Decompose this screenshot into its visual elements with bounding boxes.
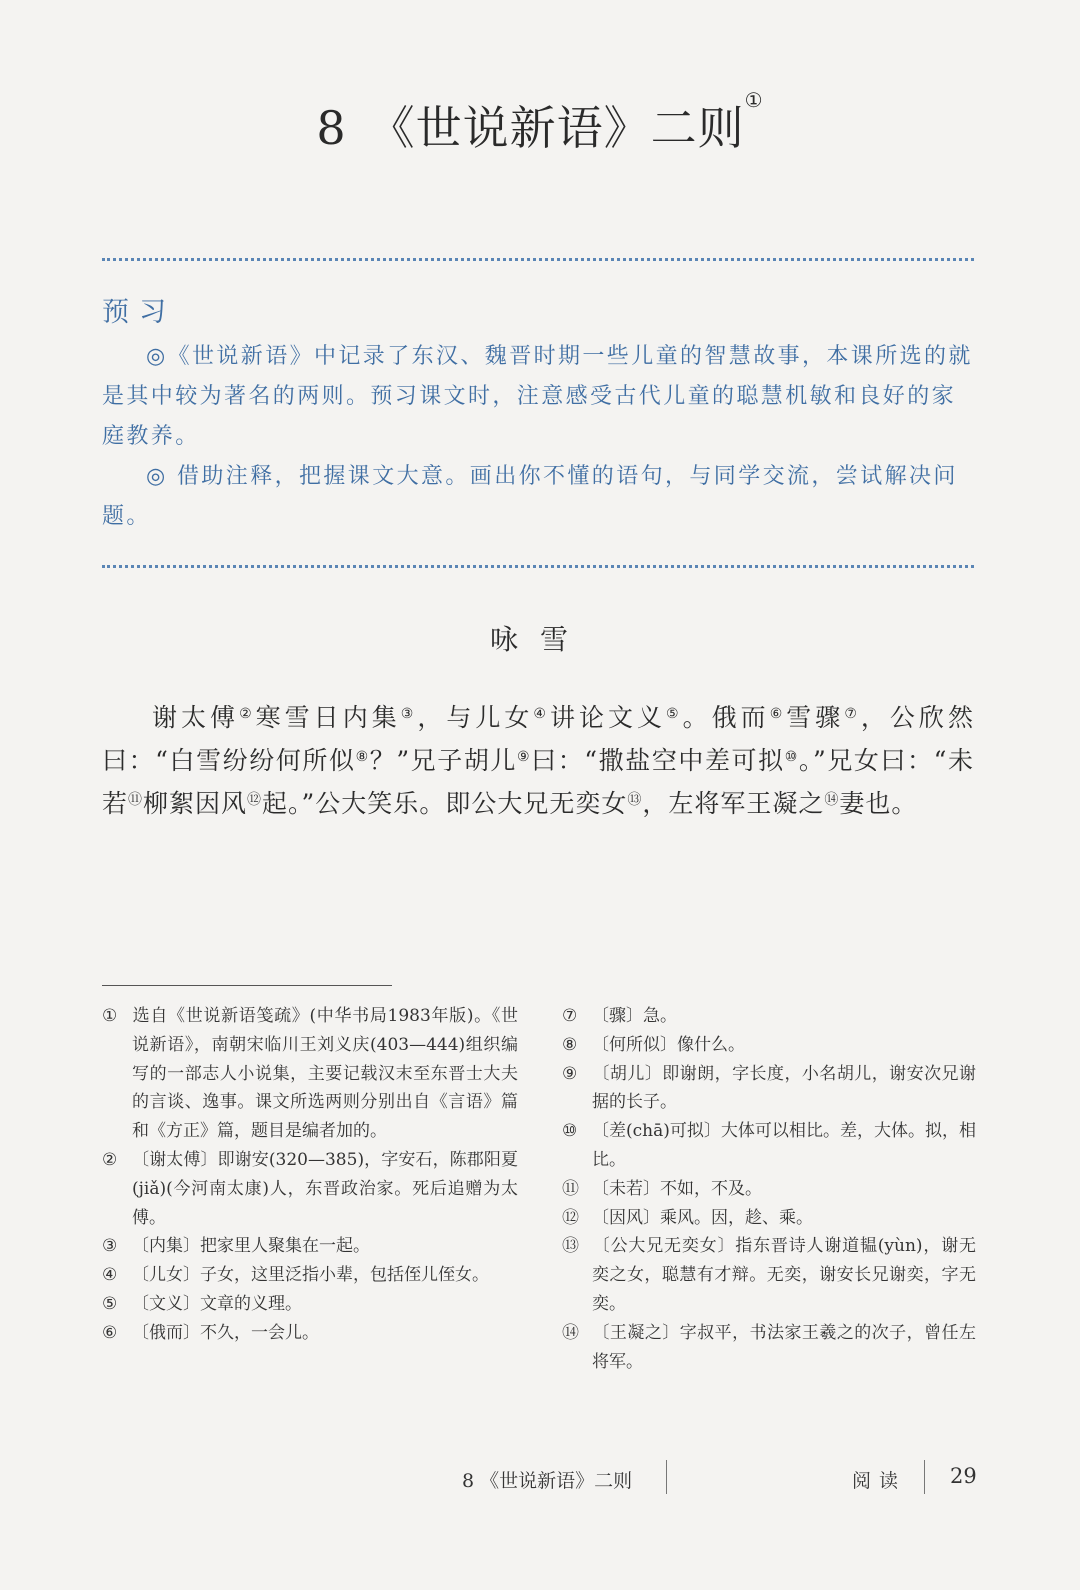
page-number: 29 xyxy=(950,1464,977,1488)
footnote-marker: ⑦ xyxy=(844,706,861,722)
footnotes-left-column xyxy=(102,1002,518,1348)
footnotes-right-column xyxy=(562,1002,976,1376)
poem-text-segment: 曰：“撒盐空中差可拟 xyxy=(531,746,785,775)
poem-text-segment: ，与儿女 xyxy=(417,703,534,732)
footnote-text: 〔文义〕文章的义理。 xyxy=(132,1293,302,1314)
poem-text-segment: ？”兄子胡儿 xyxy=(369,746,517,775)
footnote-number: ② xyxy=(102,1149,118,1170)
footnote-text: 〔公大兄无奕女〕指东晋诗人谢道韫(yùn)，谢无奕之女，聪慧有才辩。无奕，谢安长兄谢奕，字无奕。 xyxy=(592,1236,976,1314)
footnote-marker: ② xyxy=(239,706,256,722)
preview-paragraph-1: ◎《世说新语》中记录了东汉、魏晋时期一些儿童的智慧故事，本课所选的就是其中较为著名的两则。预习课文时，注意感受古代儿童的聪慧机敏和良好的家庭教养。 xyxy=(102,344,973,449)
poem-text-segment: 。俄而 xyxy=(682,703,770,732)
footnote-text: 〔谢太傅〕即谢安(320—385)，字安石，陈郡阳夏(jiǎ)(今河南太康)人，东晋政治家。死后追赠为太傅。 xyxy=(132,1149,518,1228)
lesson-title-text: 《世说新语》二则 xyxy=(368,101,745,155)
footnote-text: 〔内集〕把家里人聚集在一起。 xyxy=(132,1236,370,1257)
footnote-text: 〔何所似〕像什么。 xyxy=(592,1034,745,1055)
title-footnote-marker: ① xyxy=(744,88,764,112)
footnote-marker: ⑬ xyxy=(627,792,643,808)
footnote-item xyxy=(102,1002,518,1146)
poem-text-segment: 谢太傅 xyxy=(152,703,240,732)
poem-text-segment: 起。”公大笑乐。即公大兄无奕女 xyxy=(262,789,628,818)
poem-body xyxy=(102,696,974,825)
poem-title: 咏雪 xyxy=(489,623,590,656)
poem-text-segment: 。”兄女曰：“未若 xyxy=(102,746,974,818)
footnote-text: 〔未若〕不如，不及。 xyxy=(592,1178,762,1199)
footnote-marker: ⑩ xyxy=(784,749,799,765)
poem-text-segment: 讲论文义 xyxy=(549,703,667,732)
footer-divider xyxy=(924,1460,925,1494)
poem-text-segment: 寒雪日内集 xyxy=(255,703,401,732)
footnote-number: ⑥ xyxy=(102,1322,118,1343)
poem-text-segment: 柳絮因风 xyxy=(143,789,248,818)
poem-text-segment: ，公欣然曰：“白雪纷纷何所似 xyxy=(102,703,974,775)
footnote-item xyxy=(562,1204,976,1233)
footnote-marker: ⑥ xyxy=(769,706,787,722)
footnote-item xyxy=(562,1031,976,1060)
footnote-text: 〔胡儿〕即谢朗，字长度，小名胡儿，谢安次兄谢据的长子。 xyxy=(592,1063,976,1113)
footnote-text: 选自《世说新语笺疏》(中华书局1983年版)。《世说新语》，南朝宋临川王刘义庆(403—444)组织编写的一部志人小说集，主要记载汉末至东晋士大夫的言谈、逸事。课文所选两则分别出自《言语》篇和《方正》篇，题目是编者加的。 xyxy=(132,1006,518,1142)
footnote-item xyxy=(562,1232,976,1318)
footer-section-label: 阅读 xyxy=(852,1470,907,1492)
footnote-marker: ⑫ xyxy=(247,792,263,808)
footnote-marker: ④ xyxy=(533,706,550,722)
footnote-item xyxy=(562,1117,976,1175)
lesson-number: 8 xyxy=(316,101,347,155)
footnote-marker: ⑨ xyxy=(517,749,532,765)
footnote-item xyxy=(102,1261,518,1290)
footnote-number: ⑧ xyxy=(562,1034,578,1055)
footnote-number: ① xyxy=(102,1006,118,1026)
footnote-item xyxy=(102,1290,518,1319)
footnote-number: ⑩ xyxy=(562,1121,578,1142)
footnote-number: ⑤ xyxy=(102,1293,118,1314)
footnote-text: 〔俄而〕不久，一会儿。 xyxy=(132,1322,319,1343)
footnote-number: ⑦ xyxy=(562,1006,578,1026)
footnote-number: ⑬ xyxy=(562,1236,579,1257)
footnote-number: ⑭ xyxy=(562,1322,579,1343)
footnote-marker: ⑭ xyxy=(824,792,840,808)
preview-bottom-divider xyxy=(102,565,974,568)
preview-paragraph-2: ◎ 借助注释，把握课文大意。画出你不懂的语句，与同学交流，尝试解决问题。 xyxy=(102,464,958,529)
footnote-text: 〔因风〕乘风。因，趁、乘。 xyxy=(592,1207,813,1228)
poem-text-segment: ，左将军王凝之 xyxy=(642,789,825,818)
footnote-marker: ⑤ xyxy=(666,706,683,722)
footnote-item xyxy=(562,1060,976,1118)
footer-course-title: 8 《世说新语》二则 xyxy=(462,1470,633,1492)
footnote-marker: ⑧ xyxy=(355,749,370,765)
footnote-text: 〔王凝之〕字叔平，书法家王羲之的次子，曾任左将军。 xyxy=(592,1322,976,1372)
footnote-text: 〔儿女〕子女，这里泛指小辈，包括侄儿侄女。 xyxy=(132,1265,489,1286)
lesson-title xyxy=(0,88,1080,158)
footnote-item xyxy=(562,1319,976,1377)
footnote-item xyxy=(102,1146,518,1232)
footnote-marker: ③ xyxy=(400,706,418,722)
footnote-text: 〔骤〕急。 xyxy=(592,1006,677,1026)
preview-heading: 预习 xyxy=(102,297,176,328)
footnote-rule xyxy=(102,985,392,986)
footnote-marker: ⑪ xyxy=(128,792,144,808)
footnote-item xyxy=(102,1319,518,1348)
footer-divider xyxy=(666,1460,667,1494)
poem-text-segment: 雪骤 xyxy=(786,703,845,732)
preview-top-divider xyxy=(102,258,974,261)
preview-section xyxy=(102,290,974,537)
footnote-item xyxy=(102,1232,518,1261)
footnote-number: ⑨ xyxy=(562,1063,578,1084)
footnote-number: ⑪ xyxy=(562,1178,579,1199)
footnote-number: ④ xyxy=(102,1265,118,1286)
footnote-number: ③ xyxy=(102,1236,118,1257)
footnote-item xyxy=(562,1175,976,1204)
footnote-item xyxy=(562,1002,976,1031)
poem-text-segment: 妻也。 xyxy=(839,789,918,818)
footnote-number: ⑫ xyxy=(562,1207,579,1228)
footnote-text: 〔差(chā)可拟〕大体可以相比。差，大体。拟，相比。 xyxy=(592,1121,976,1170)
